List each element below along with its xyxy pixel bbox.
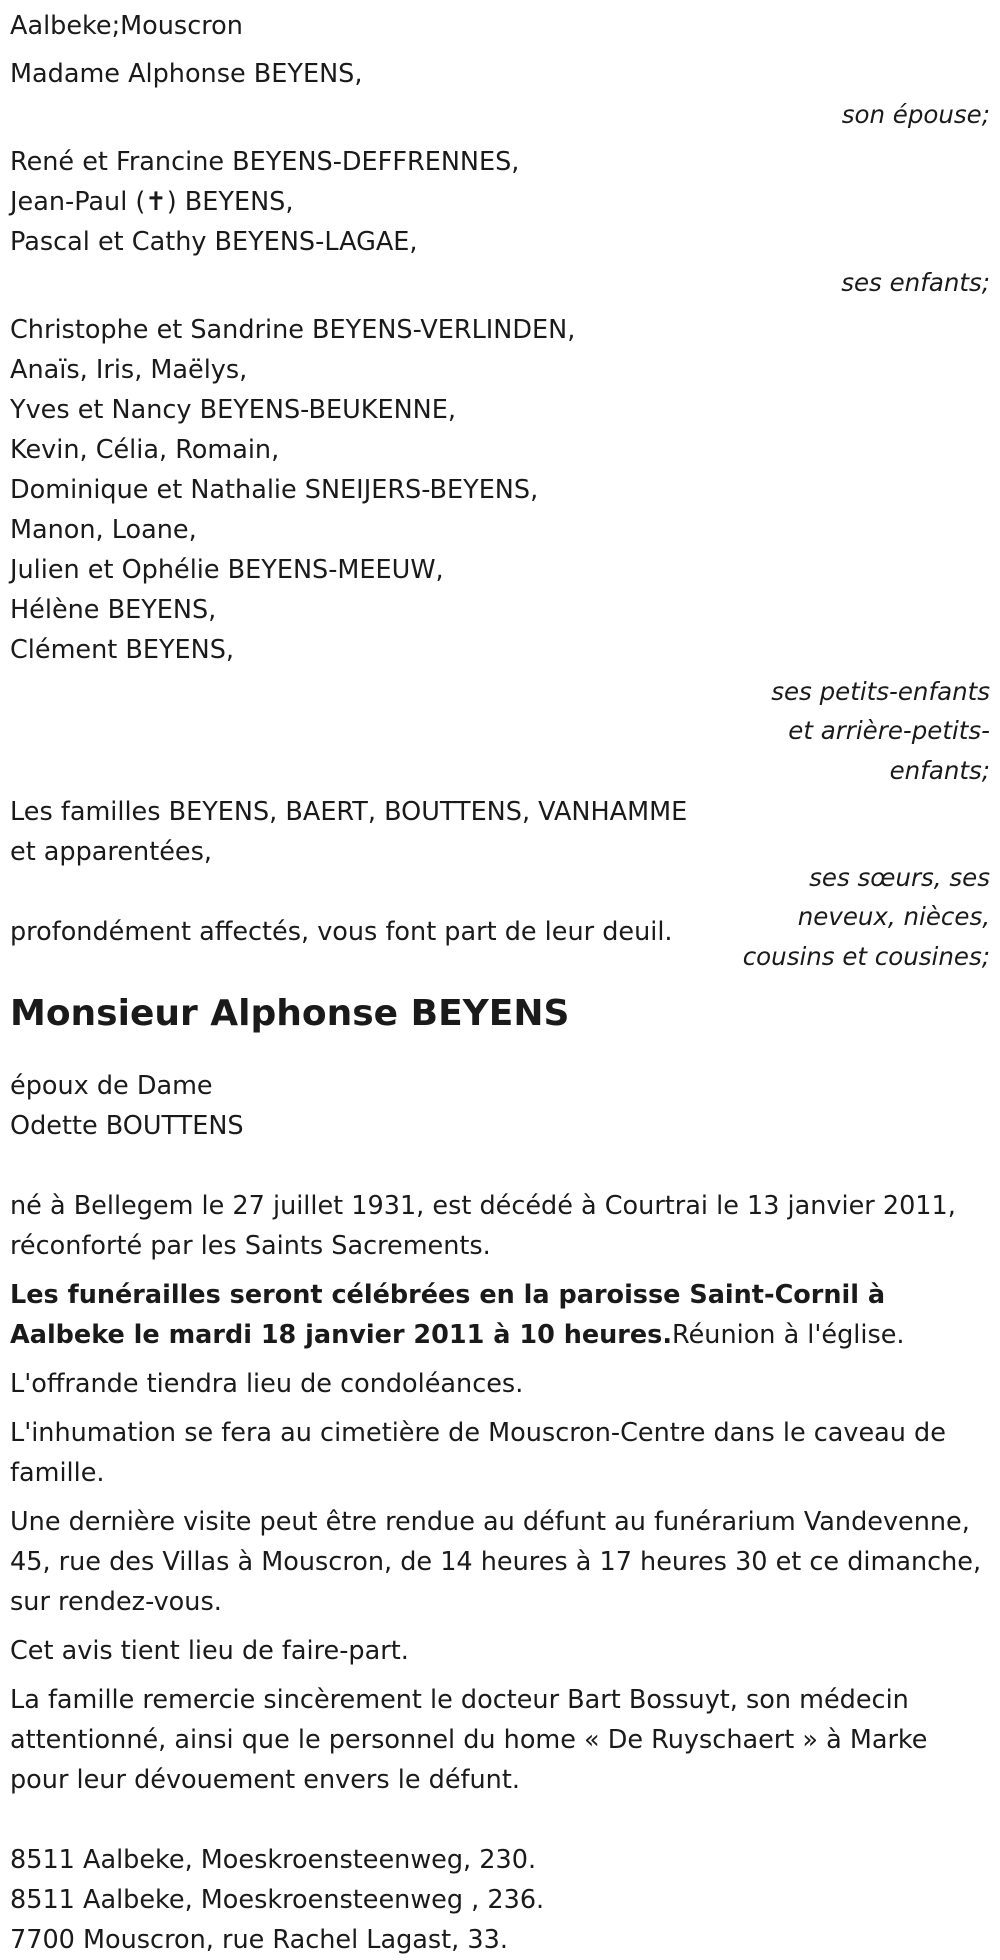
family-name-line: Yves et Nancy BEYENS-BEUKENNE, <box>10 395 456 425</box>
family-name-line: Hélène BEYENS, <box>10 595 217 625</box>
family-name-line: Jean-Paul (✝) BEYENS, <box>10 187 294 217</box>
location-header: Aalbeke;Mouscron <box>10 11 243 41</box>
relation-label: et arrière-petits- <box>788 716 990 745</box>
family-name-line: Madame Alphonse BEYENS, <box>10 59 363 89</box>
relation-label: son épouse; <box>841 99 990 129</box>
address-line: 8511 Aalbeke, Moeskroensteenweg , 236. <box>10 1885 545 1915</box>
family-name-line: Manon, Loane, <box>10 515 197 545</box>
offering-paragraph: L'offrande tiendra lieu de condoléances. <box>10 1369 524 1399</box>
family-group-grandchildren <box>10 310 990 785</box>
spouse-line: époux de Dame <box>10 1071 213 1101</box>
address-line: 8511 Aalbeke, Moeskroensteenweg, 230. <box>10 1845 537 1875</box>
family-spacer-line <box>10 872 743 912</box>
relation-label: ses petits-enfants <box>771 676 990 706</box>
family-name-line: Clément BEYENS, <box>10 635 235 665</box>
burial-paragraph: L'inhumation se fera au cimetière de Mouscron-Centre dans le caveau de famille. <box>10 1418 946 1488</box>
family-group-children <box>10 142 990 297</box>
notice-paragraph: Cet avis tient lieu de faire-part. <box>10 1636 409 1666</box>
family-name-line: Pascal et Cathy BEYENS-LAGAE, <box>10 227 418 257</box>
relation-label: neveux, nièces, <box>797 902 990 931</box>
family-closing-line: profondément affectés, vous font part de leur deuil. <box>10 917 673 947</box>
address-list <box>10 1840 990 1960</box>
family-name-line: Anaïs, Iris, Maëlys, <box>10 355 248 385</box>
relation-label: ses sœurs, ses <box>809 862 990 892</box>
birth-death-paragraph: né à Bellegem le 27 juillet 1931, est décédé à Courtrai le 13 janvier 2011, réconforté par les Saints Sacrements. <box>10 1191 956 1261</box>
funeral-details: Les funérailles seront célébrées en la paroisse Saint-Cornil à Aalbeke le mardi 18 janvier 2011 à 10 heures. <box>10 1280 886 1350</box>
family-name-line: René et Francine BEYENS-DEFFRENNES, <box>10 147 520 177</box>
visit-paragraph: Une dernière visite peut être rendue au défunt au funérarium Vandevenne, 45, rue des Villas à Mouscron, de 14 heures à 17 heures 30 et ce dimanche, sur rendez-vous. <box>10 1507 982 1617</box>
relation-label: ses enfants; <box>841 267 990 297</box>
family-name-line: et apparentées, <box>10 837 212 867</box>
family-group-extended <box>10 792 990 971</box>
family-name-line: Christophe et Sandrine BEYENS-VERLINDEN, <box>10 315 576 345</box>
address-line: 7700 Mouscron, rue Rachel Lagast, 33. <box>10 1925 508 1955</box>
thanks-paragraph: La famille remercie sincèrement le docteur Bart Bossuyt, son médecin attentionné, ainsi que le personnel du home « De Ruyschaert » à Marke pour leur dévouement envers le défunt. <box>10 1685 928 1795</box>
obituary-notice <box>10 6 990 1960</box>
spouse-name: Odette BOUTTENS <box>10 1111 244 1141</box>
family-name-line: Les familles BEYENS, BAERT, BOUTTENS, VANHAMME <box>10 797 688 827</box>
relation-label: enfants; <box>889 755 990 785</box>
family-group-spouse <box>10 54 990 129</box>
family-name-line: Kevin, Célia, Romain, <box>10 435 280 465</box>
spouse-info <box>10 1066 990 1146</box>
relation-label: cousins et cousines; <box>742 941 990 971</box>
family-name-line: Dominique et Nathalie SNEIJERS-BEYENS, <box>10 475 539 505</box>
family-name-line: Julien et Ophélie BEYENS-MEEUW, <box>10 555 444 585</box>
funeral-meeting: Réunion à l'église. <box>672 1320 905 1350</box>
deceased-name: Monsieur Alphonse BEYENS <box>10 993 570 1034</box>
funeral-paragraph <box>10 1275 990 1355</box>
